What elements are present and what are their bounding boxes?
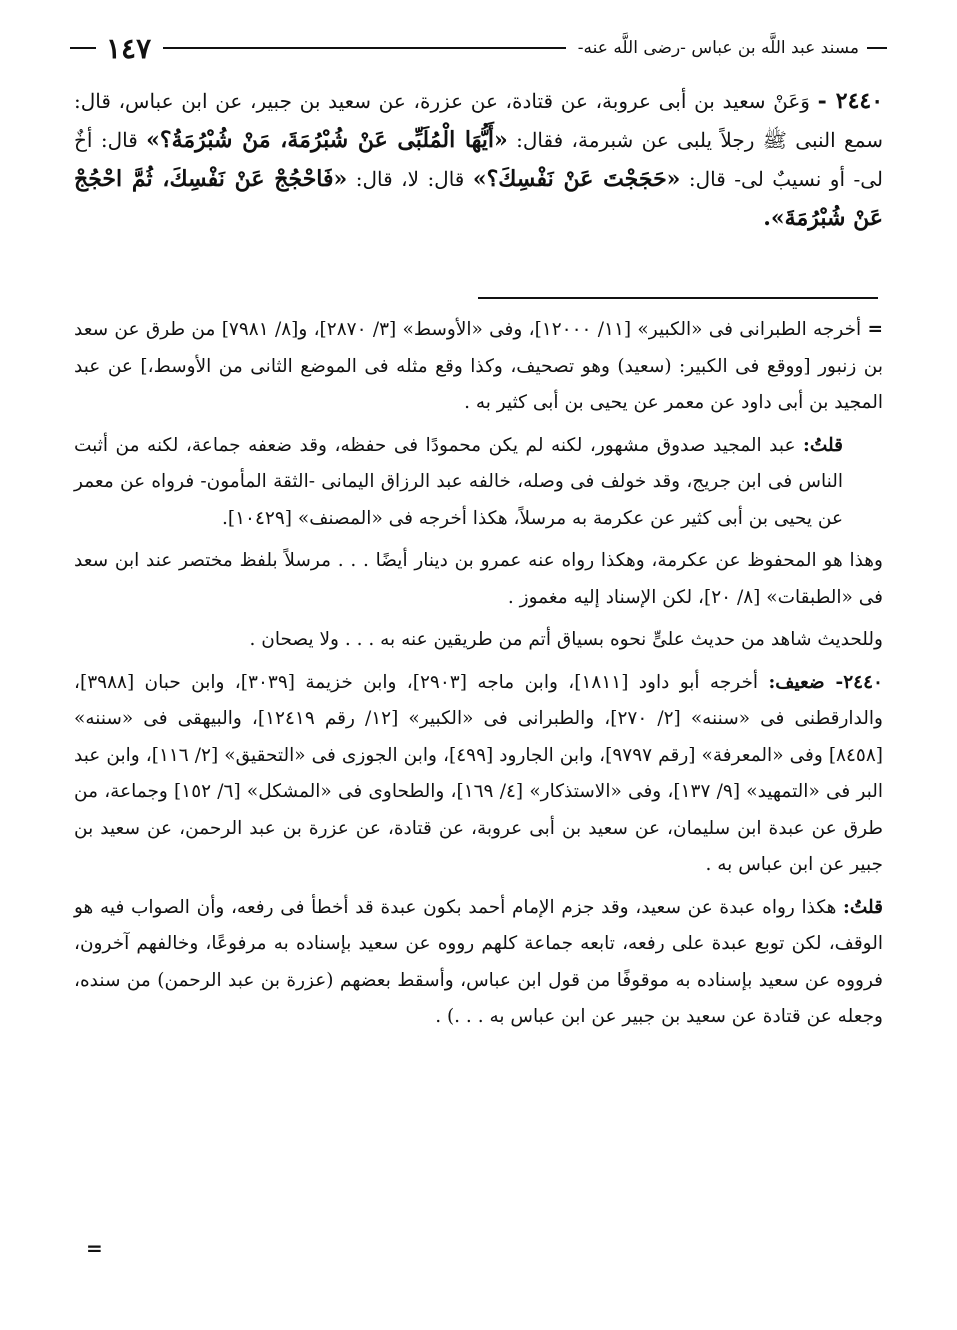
footnote-paragraph bbox=[74, 428, 883, 538]
hadith-paragraph bbox=[74, 82, 883, 238]
page-number: ١٤٧ bbox=[106, 31, 152, 65]
prophet-quote-3: «فَاحْجُجْ عَنْ نَفْسِكَ، ثُمَّ احْجُجْ عَنْ شُبْرُمَةَ». bbox=[74, 166, 883, 231]
hadith-mid-2: قال: لا، قال: bbox=[355, 167, 465, 191]
page-header bbox=[70, 30, 887, 66]
footnote-text-6: هكذا رواه عبدة عن سعيد، وقد جزم الإمام أحمد بكون عبدة قد أخطأ فى رفعه، وأن الصواب فيه هو الوقف، لكن توبع عبدة على رفعه، تابعه جماعة كلهم رووه عن سعيد بإسناده به مرفوعًا، وخالفهم آخرون، فرووه عن سعيد بإسناده به موقوفًا من قول ابن عباس، وأسقط بعضهم (عزرة بن عبد الرحمن) من سنده، وجعله عن قتادة عن سعيد بن جبير عن ابن عباس به . . .) . bbox=[74, 896, 883, 1027]
prophet-quote-2: «حَجَجْتَ عَنْ نَفْسِكَ؟» bbox=[472, 166, 681, 192]
footnote-text-5: أخرجه أبو داود [١٨١١]، وابن ماجه [٢٩٠٣]، وابن خزيمة [٣٠٣٩]، وابن حبان [٣٩٨٨]، والدارقطنى فى «سننه» [٢/ ٢٧٠]، والطبرانى فى «الكبير» [١٢/ رقم ١٢٤١٩]، والبيهقى فى «سننه» [٨٤٥٨] وفى «المعرفة» [رقم ٩٧٩٧]، وابن الجارود [٤٩٩]، وابن الجوزى فى «التحقيق» [٢/ ١١٦]، وابن عبد البر فى «التمهيد» [٩/ ١٣٧]، وفى «الاستذكار» [٤/ ١٦٩]، والطحاوى فى «المشكل» [٦/ ١٥٢] وجماعة، من طرق عن عبدة ابن سليمان، عن سعيد بن أبى عروبة، عن قتادة، عن عزرة بن عبد الرحمن، عن سعيد بن جبير عن ابن عباس به . bbox=[74, 671, 884, 875]
footnote-text-3: وهذا هو المحفوظ عن عكرمة، وهكذا رواه عنه عمرو بن دينار أيضًا . . . مرسلاً بلفظ مختصر عند ابن سعد فى «الطبقات» [٨/ ٢٠]، لكن الإسناد إليه مغموز . bbox=[74, 550, 883, 608]
footnote-text-2: عبد المجيد صدوق مشهور، لكنه لم يكن محمودًا فى حفظه، وقد ضعفه جماعة، لكنه من أثبت الناس فى ابن جريج، وقد خولف فى وصله، خالفه عبد الرزاق اليمانى -الثقة المأمون- فرواه عن معمر عن يحيى بن أبى كثير عن عكرمة به مرسلاً، هكذا أخرجه فى «المصنف» [١٠٤٢٩]. bbox=[74, 434, 843, 529]
hadith-intro: وَعَنْ سعيد بن أبى عروبة، عن قتادة، عن عزرة، عن سعيد بن جبير، عن ابن عباس، قال: سمع النبى ﷺ رجلاً يلبى عن شبرمة، فقال: bbox=[74, 89, 884, 152]
footnote-paragraph bbox=[74, 543, 883, 616]
footnote-paragraph bbox=[74, 312, 883, 422]
footnote-text-4: وللحديث شاهد من حديث علىٍّ نحوه بسياق أتم من طريقين عنه به . . . ولا يصحان . bbox=[249, 629, 883, 650]
continuation-marker: = bbox=[867, 319, 883, 340]
footnotes bbox=[74, 312, 883, 1042]
grading-label: ٢٤٤٠- ضعيف: bbox=[768, 671, 883, 693]
hadith-text bbox=[74, 82, 883, 238]
footnote-paragraph bbox=[74, 890, 883, 1036]
footnote-paragraph bbox=[74, 622, 883, 659]
footnote-paragraph bbox=[74, 665, 883, 884]
footnote-text-1: أخرجه الطبرانى فى «الكبير» [١١/ ١٢٠٠٠]، وفى «الأوسط» [٣/ ٢٨٧٠]، و[٨/ ٧٩٨١] من طرق عن سعد بن زنبور [ووقع فى الكبير: (سعيد) وهو تصحيف، وكذا وقع مثله فى الموضع الثانى من الأوسط،] عن عبد المجيد بن أبى داود عن معمر عن يحيى بن أبى كثير به . bbox=[74, 319, 883, 413]
qultu-label: قلتُ: bbox=[843, 896, 883, 918]
header-rule bbox=[163, 47, 566, 49]
qultu-label: قلتُ: bbox=[803, 434, 843, 456]
hadith-mid-1: قال: أخٌ لى- أو نسيبٌ لى- قال: bbox=[74, 128, 883, 191]
header-dash-left bbox=[70, 47, 96, 49]
continuation-marker-end: = bbox=[86, 1236, 103, 1260]
prophet-quote-1: «أَيُّهَا الْمُلَبِّى عَنْ شُبْرُمَةَ، مَنْ شُبْرُمَةُ؟» bbox=[146, 127, 508, 153]
header-dash-right bbox=[867, 47, 887, 49]
footnote-divider bbox=[478, 297, 878, 299]
hadith-number: ٢٤٤٠ - bbox=[817, 88, 884, 114]
running-title: مسند عبد اللَّه بن عباس -رضى اللَّه عنه- bbox=[577, 38, 859, 58]
